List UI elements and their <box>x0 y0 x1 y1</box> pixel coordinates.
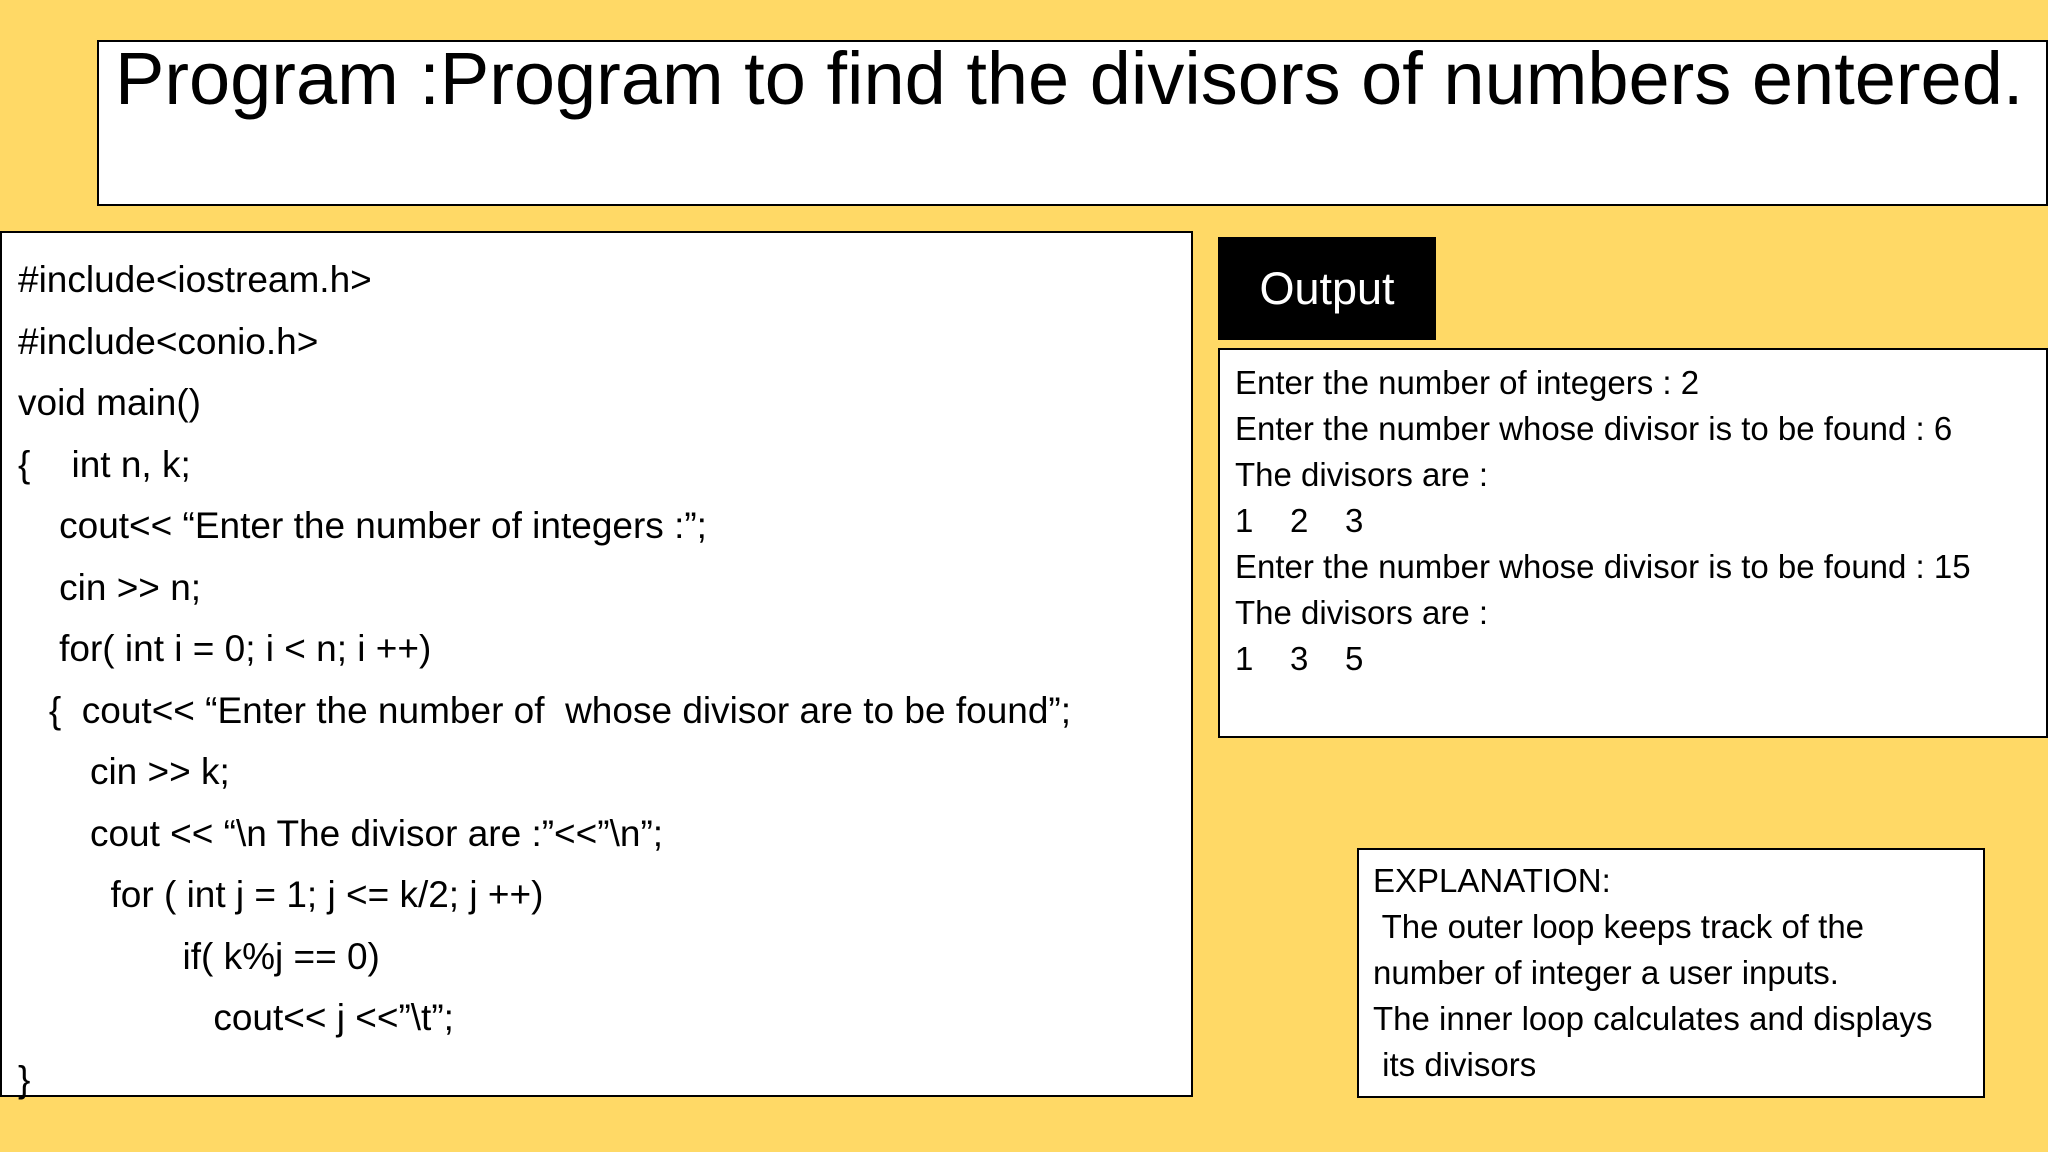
code-line: cout<< “Enter the number of integers :”; <box>18 505 707 546</box>
explanation-line: The outer loop keeps track of the <box>1373 908 1865 945</box>
output-label: Output <box>1218 237 1436 340</box>
page-title: Program :Program to find the divisors of numbers entered. <box>115 37 2024 120</box>
code-panel <box>0 231 1193 1100</box>
code-line: { cout<< “Enter the number of whose divisor are to be found”; <box>18 689 1072 731</box>
output-panel <box>1218 348 2048 738</box>
code-line: cin >> n; <box>18 566 202 608</box>
code-line: { int n, k; <box>18 443 191 485</box>
output-line: Enter the number whose divisor is to be found : 6 <box>1235 410 1953 447</box>
output-line: Enter the number of integers : 2 <box>1235 364 1700 401</box>
output-line: Enter the number whose divisor is to be found : 15 <box>1235 548 1971 585</box>
code-line: } <box>18 1058 31 1100</box>
output-line: The divisors are : <box>1235 594 1489 631</box>
explanation-line: its divisors <box>1373 1046 1537 1083</box>
title-box <box>97 37 2048 206</box>
explanation-line: number of integer a user inputs. <box>1373 954 1839 991</box>
code-line: cout << “\n The divisor are :”<<”\n”; <box>18 812 664 854</box>
code-line: if( k%j == 0) <box>18 935 380 977</box>
output-line: The divisors are : <box>1235 456 1489 493</box>
code-line: for ( int j = 1; j <= k/2; j ++) <box>18 874 544 915</box>
output-line: 1 3 5 <box>1235 640 1364 677</box>
code-line: for( int i = 0; i < n; i ++) <box>18 628 432 669</box>
explanation-line: The inner loop calculates and displays <box>1373 1000 1933 1037</box>
code-line: void main() <box>18 382 201 423</box>
explanation-heading: EXPLANATION: <box>1373 862 1611 899</box>
code-line: cout<< j <<”\t”; <box>18 997 454 1038</box>
output-line: 1 2 3 <box>1235 502 1364 539</box>
code-line: cin >> k; <box>18 751 230 792</box>
code-line: #include<conio.h> <box>18 320 319 362</box>
explanation-panel <box>1357 848 1985 1098</box>
code-line: #include<iostream.h> <box>18 259 372 300</box>
